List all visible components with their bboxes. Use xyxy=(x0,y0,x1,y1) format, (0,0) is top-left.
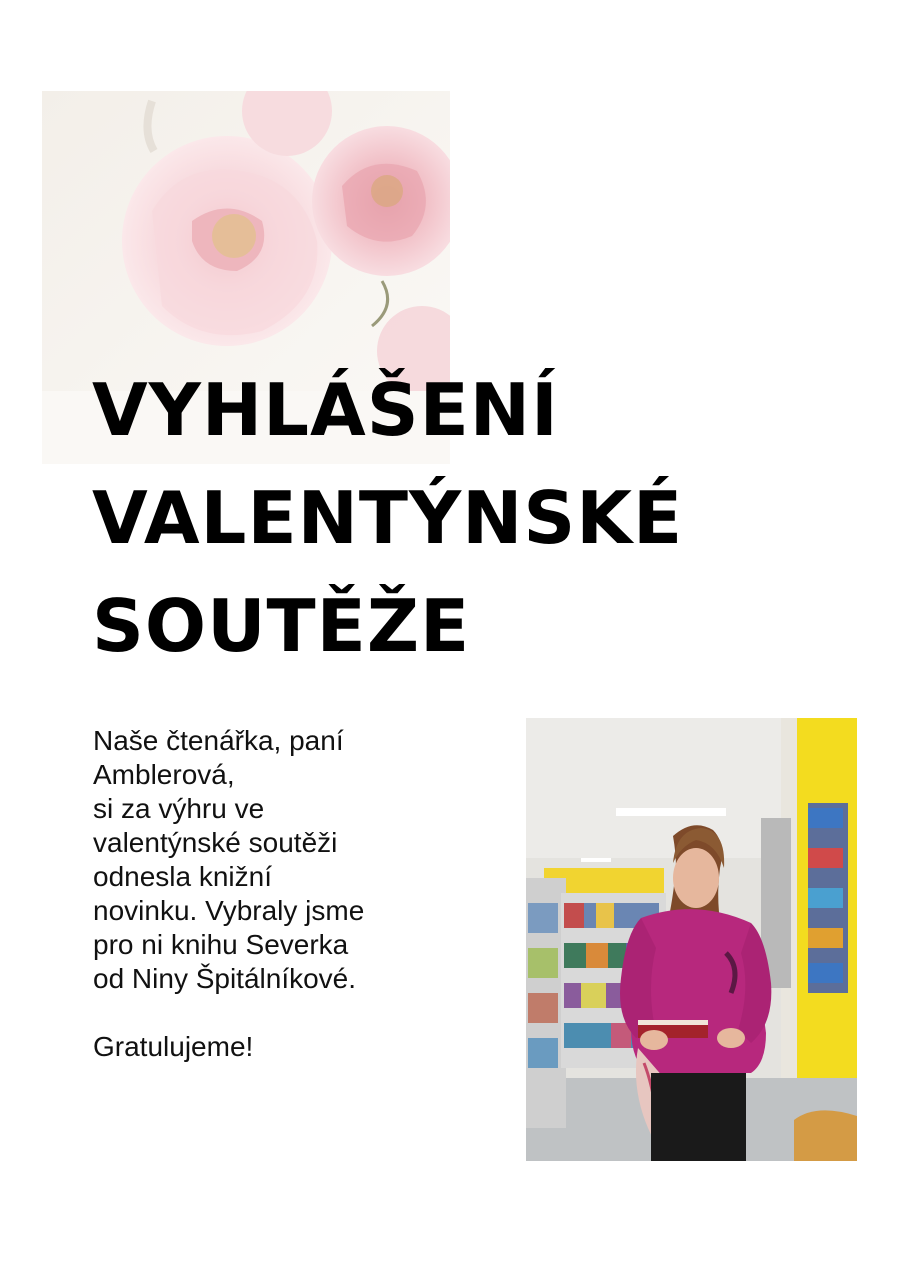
text-line: od Niny Špitálníkové. xyxy=(93,963,357,994)
text-line: valentýnské soutěži xyxy=(93,827,338,858)
text-line: novinku. Vybraly jsme xyxy=(93,895,365,926)
text-line: si za výhru ve xyxy=(93,793,265,824)
text-line: Amblerová, xyxy=(93,759,235,790)
library-photo xyxy=(526,718,857,1161)
announcement-text xyxy=(93,724,493,1064)
closing-text: Gratulujeme! xyxy=(93,1031,254,1062)
text-line: pro ni knihu Severka xyxy=(93,929,349,960)
page-title xyxy=(92,356,683,680)
text-line: odnesla knižní xyxy=(93,861,273,892)
title-line-2: VALENTÝNSKÉ xyxy=(92,476,684,560)
title-line-1: VYHLÁŠENÍ xyxy=(92,368,559,452)
text-line: Naše čtenářka, paní xyxy=(93,725,344,756)
title-line-3: SOUTĚŽE xyxy=(92,584,471,668)
